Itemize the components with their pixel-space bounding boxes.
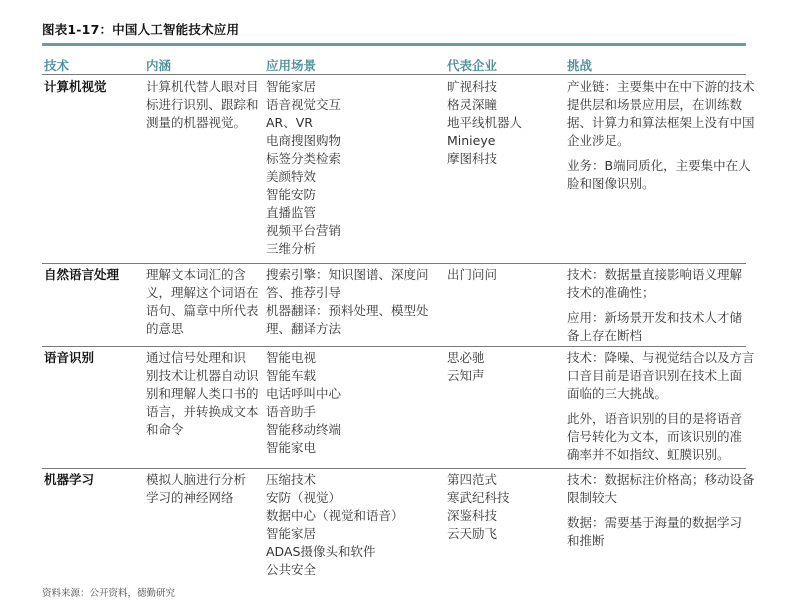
company-item: 第四范式 <box>447 472 498 487</box>
scenario-item: 搜索引擎：知识图谱、深度问 <box>266 267 429 282</box>
title-rule <box>42 43 746 46</box>
challenge-line: 口音目前是语音识别在技术上面 <box>567 368 743 383</box>
header-tech: 技术 <box>44 58 70 73</box>
scenario-list <box>266 349 341 457</box>
scenario-item: 数据中心（视觉和语音） <box>266 508 404 523</box>
scenario-item: 语音助手 <box>266 404 317 419</box>
row-divider <box>42 346 746 347</box>
meaning-line: 测量的机器视觉。 <box>146 115 247 130</box>
challenge-paragraph <box>567 266 742 302</box>
meaning-line: 计算机代替人眼对目 <box>146 79 259 94</box>
tech-meaning <box>146 78 259 132</box>
scenario-item: 智能家居 <box>266 526 317 541</box>
challenge-paragraph <box>567 309 742 345</box>
company-item: 格灵深瞳 <box>447 97 498 112</box>
scenario-item: 安防（视觉） <box>266 490 342 505</box>
scenario-item: 公共安全 <box>266 562 317 577</box>
scenario-item: 理、翻译方法 <box>266 321 342 336</box>
scenario-item: AR、VR <box>266 115 313 130</box>
tech-meaning <box>146 349 259 439</box>
challenge-line: 信号转化为文本，而该识别的准 <box>567 429 743 444</box>
meaning-line: 义，理解这个词语在 <box>146 285 259 300</box>
scenario-item: 三维分析 <box>266 241 317 256</box>
challenge-paragraph <box>567 471 755 507</box>
tech-name: 语音识别 <box>44 350 95 365</box>
company-item: 云天励飞 <box>447 526 498 541</box>
meaning-line: 通过信号处理和识 <box>146 350 247 365</box>
tech-name: 计算机视觉 <box>44 79 107 94</box>
challenge-line: 提供层和场景应用层，在训练数 <box>567 97 743 112</box>
scenario-list <box>266 78 341 258</box>
company-item: 地平线机器人 <box>447 115 523 130</box>
challenge-text <box>567 266 742 345</box>
challenge-paragraph <box>567 349 755 403</box>
tech-meaning <box>146 471 246 507</box>
tech-name: 机器学习 <box>44 472 95 487</box>
challenge-paragraph <box>567 157 755 193</box>
paragraph-gap <box>567 150 755 157</box>
challenge-line: 脸和图像识别。 <box>567 176 655 191</box>
challenge-text <box>567 349 755 464</box>
figure-title: 图表1-17：中国人工智能技术应用 <box>42 22 240 37</box>
challenge-line: 限制较大 <box>567 490 618 505</box>
company-list <box>447 266 497 284</box>
meaning-line: 别和理解人类口书的 <box>146 386 259 401</box>
challenge-line: 和推断 <box>567 533 605 548</box>
company-list <box>447 349 485 385</box>
scenario-item: 智能电视 <box>266 350 317 365</box>
challenge-line: 技术：数据标注价格高；移动设备 <box>567 472 755 487</box>
challenge-paragraph <box>567 78 755 150</box>
challenge-paragraph <box>567 514 755 550</box>
challenge-line: 面临的三大挑战。 <box>567 386 668 401</box>
challenge-line: 应用：新场景开发和技术人才储 <box>567 310 743 325</box>
tech-meaning <box>146 266 259 338</box>
company-item: 出门问问 <box>447 267 498 282</box>
scenario-item: 智能车载 <box>266 368 317 383</box>
scenario-item: 机器翻译：预料处理、模型处 <box>266 303 429 318</box>
company-list <box>447 471 510 543</box>
meaning-line: 别技术让机器自动识 <box>146 368 259 383</box>
company-item: Minieye <box>447 133 496 148</box>
scenario-item: 美颜特效 <box>266 169 317 184</box>
row-divider <box>42 263 746 264</box>
challenge-text <box>567 471 755 550</box>
scenario-item: 视频平台营销 <box>266 223 342 238</box>
challenge-line: 技术：降噪、与视觉结合以及方言 <box>567 350 755 365</box>
scenario-item: ADAS摄像头和软件 <box>266 544 376 559</box>
scenario-item: 语音视觉交互 <box>266 97 342 112</box>
meaning-line: 标进行识别、跟踪和 <box>146 97 259 112</box>
paragraph-gap <box>567 403 755 410</box>
scenario-list <box>266 266 429 338</box>
challenge-line: 据、计算力和算法框架上没有中国 <box>567 115 755 130</box>
meaning-line: 的意思 <box>146 321 184 336</box>
challenge-text <box>567 78 755 193</box>
scenario-item: 智能移动终端 <box>266 422 342 437</box>
scenario-item: 智能家电 <box>266 440 317 455</box>
challenge-line: 技术的准确性； <box>567 285 655 300</box>
paragraph-gap <box>567 507 755 514</box>
company-item: 深鉴科技 <box>447 508 498 523</box>
header-companies: 代表企业 <box>447 58 498 73</box>
company-item: 摩图科技 <box>447 151 498 166</box>
challenge-line: 产业链：主要集中在中下游的技术 <box>567 79 755 94</box>
meaning-line: 语言，并转换成文本 <box>146 404 259 419</box>
challenge-line: 企业涉足。 <box>567 133 630 148</box>
challenge-line: 业务：B端同质化，主要集中在人 <box>567 158 751 173</box>
challenge-line: 确率并不如指纹、虹膜识别。 <box>567 447 730 462</box>
scenario-item: 答、推荐引导 <box>266 285 342 300</box>
meaning-line: 学习的神经网络 <box>146 490 234 505</box>
meaning-line: 语句、篇章中所代表 <box>146 303 259 318</box>
company-item: 云知声 <box>447 368 485 383</box>
scenario-list <box>266 471 404 579</box>
row-divider <box>42 468 746 469</box>
scenario-item: 电商搜图购物 <box>266 133 342 148</box>
meaning-line: 模拟人脑进行分析 <box>146 472 247 487</box>
company-item: 旷视科技 <box>447 79 498 94</box>
scenario-item: 直播监管 <box>266 205 317 220</box>
header-scenarios: 应用场景 <box>266 58 317 73</box>
challenge-paragraph <box>567 410 755 464</box>
company-list <box>447 78 522 168</box>
company-item: 寒武纪科技 <box>447 490 510 505</box>
scenario-item: 智能安防 <box>266 187 317 202</box>
scenario-item: 标签分类检索 <box>266 151 342 166</box>
header-meaning: 内涵 <box>146 58 172 73</box>
header-divider <box>42 74 746 75</box>
meaning-line: 和命令 <box>146 422 184 437</box>
meaning-line: 理解文本词汇的含 <box>146 267 247 282</box>
challenge-line: 此外，语音识别的目的是将语音 <box>567 411 743 426</box>
scenario-item: 智能家居 <box>266 79 317 94</box>
header-challenges: 挑战 <box>567 58 593 73</box>
challenge-line: 备上存在断档 <box>567 328 643 343</box>
company-item: 思必驰 <box>447 350 485 365</box>
paragraph-gap <box>567 302 742 309</box>
scenario-item: 压缩技术 <box>266 472 317 487</box>
challenge-line: 数据：需要基于海量的数据学习 <box>567 515 743 530</box>
tech-name: 自然语言处理 <box>44 267 120 282</box>
source-note: 资料来源：公开资料，德勤研究 <box>42 588 176 599</box>
scenario-item: 电话呼叫中心 <box>266 386 342 401</box>
challenge-line: 技术：数据量直接影响语义理解 <box>567 267 743 282</box>
